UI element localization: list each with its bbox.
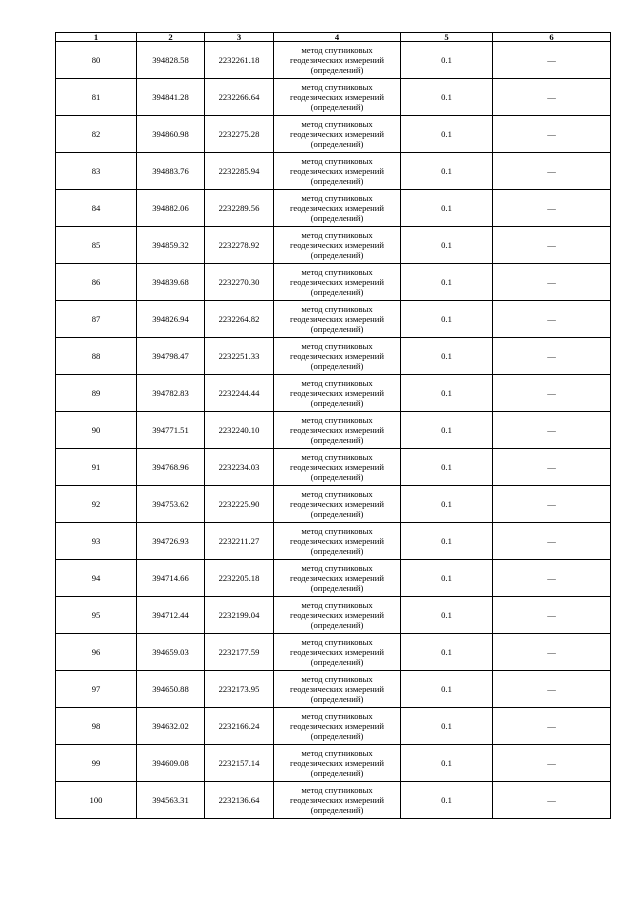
method-line: метод спутниковых xyxy=(301,748,373,758)
method-line: геодезических измерений xyxy=(290,203,384,213)
accuracy-cell: 0.1 xyxy=(401,375,493,412)
method-line: геодезических измерений xyxy=(290,610,384,620)
note-cell: — xyxy=(493,671,611,708)
x-coordinate-cell: 394841.28 xyxy=(137,79,205,116)
accuracy-cell: 0.1 xyxy=(401,782,493,819)
method-line: метод спутниковых xyxy=(301,674,373,684)
method-line: геодезических измерений xyxy=(290,92,384,102)
accuracy-cell: 0.1 xyxy=(401,227,493,264)
method-cell xyxy=(274,338,401,375)
method-line: геодезических измерений xyxy=(290,684,384,694)
header-col-2: 2 xyxy=(137,33,205,42)
method-cell xyxy=(274,116,401,153)
point-number-cell: 80 xyxy=(56,42,137,79)
method-cell xyxy=(274,449,401,486)
x-coordinate-cell: 394768.96 xyxy=(137,449,205,486)
method-cell xyxy=(274,708,401,745)
method-line: метод спутниковых xyxy=(301,637,373,647)
accuracy-cell: 0.1 xyxy=(401,560,493,597)
y-coordinate-cell: 2232136.64 xyxy=(205,782,274,819)
method-line: геодезических измерений xyxy=(290,462,384,472)
method-line: метод спутниковых xyxy=(301,82,373,92)
note-cell: — xyxy=(493,782,611,819)
x-coordinate-cell: 394883.76 xyxy=(137,153,205,190)
method-line: геодезических измерений xyxy=(290,55,384,65)
method-line: (определений) xyxy=(310,472,364,482)
y-coordinate-cell: 2232205.18 xyxy=(205,560,274,597)
method-line: (определений) xyxy=(310,620,364,630)
accuracy-cell: 0.1 xyxy=(401,338,493,375)
y-coordinate-cell: 2232166.24 xyxy=(205,708,274,745)
method-line: геодезических измерений xyxy=(290,795,384,805)
note-cell: — xyxy=(493,116,611,153)
method-line: метод спутниковых xyxy=(301,119,373,129)
accuracy-cell: 0.1 xyxy=(401,634,493,671)
x-coordinate-cell: 394828.58 xyxy=(137,42,205,79)
point-number-cell: 94 xyxy=(56,560,137,597)
note-cell: — xyxy=(493,153,611,190)
method-line: (определений) xyxy=(310,435,364,445)
y-coordinate-cell: 2232285.94 xyxy=(205,153,274,190)
x-coordinate-cell: 394859.32 xyxy=(137,227,205,264)
note-cell: — xyxy=(493,79,611,116)
y-coordinate-cell: 2232270.30 xyxy=(205,264,274,301)
table-row xyxy=(56,560,611,597)
method-line: геодезических измерений xyxy=(290,351,384,361)
note-cell: — xyxy=(493,301,611,338)
method-line: геодезических измерений xyxy=(290,129,384,139)
note-cell: — xyxy=(493,375,611,412)
method-line: (определений) xyxy=(310,731,364,741)
accuracy-cell: 0.1 xyxy=(401,523,493,560)
x-coordinate-cell: 394860.98 xyxy=(137,116,205,153)
method-line: (определений) xyxy=(310,546,364,556)
method-cell xyxy=(274,486,401,523)
method-line: геодезических измерений xyxy=(290,536,384,546)
method-line: геодезических измерений xyxy=(290,573,384,583)
method-line: (определений) xyxy=(310,102,364,112)
x-coordinate-cell: 394839.68 xyxy=(137,264,205,301)
method-line: метод спутниковых xyxy=(301,489,373,499)
method-line: (определений) xyxy=(310,176,364,186)
method-line: геодезических измерений xyxy=(290,499,384,509)
accuracy-cell: 0.1 xyxy=(401,412,493,449)
x-coordinate-cell: 394771.51 xyxy=(137,412,205,449)
method-line: метод спутниковых xyxy=(301,415,373,425)
point-number-cell: 97 xyxy=(56,671,137,708)
table-row xyxy=(56,671,611,708)
method-cell xyxy=(274,42,401,79)
table-row xyxy=(56,227,611,264)
table-row xyxy=(56,412,611,449)
accuracy-cell: 0.1 xyxy=(401,301,493,338)
header-col-5: 5 xyxy=(401,33,493,42)
method-line: метод спутниковых xyxy=(301,45,373,55)
method-line: геодезических измерений xyxy=(290,277,384,287)
note-cell: — xyxy=(493,449,611,486)
note-cell: — xyxy=(493,264,611,301)
method-line: метод спутниковых xyxy=(301,341,373,351)
header-col-1: 1 xyxy=(56,33,137,42)
x-coordinate-cell: 394826.94 xyxy=(137,301,205,338)
y-coordinate-cell: 2232240.10 xyxy=(205,412,274,449)
method-line: (определений) xyxy=(310,805,364,815)
point-number-cell: 98 xyxy=(56,708,137,745)
y-coordinate-cell: 2232157.14 xyxy=(205,745,274,782)
accuracy-cell: 0.1 xyxy=(401,116,493,153)
method-line: (определений) xyxy=(310,768,364,778)
header-col-3: 3 xyxy=(205,33,274,42)
method-cell xyxy=(274,190,401,227)
method-line: геодезических измерений xyxy=(290,388,384,398)
method-line: (определений) xyxy=(310,139,364,149)
y-coordinate-cell: 2232266.64 xyxy=(205,79,274,116)
point-number-cell: 99 xyxy=(56,745,137,782)
point-number-cell: 82 xyxy=(56,116,137,153)
accuracy-cell: 0.1 xyxy=(401,449,493,486)
note-cell: — xyxy=(493,486,611,523)
point-number-cell: 90 xyxy=(56,412,137,449)
method-cell xyxy=(274,671,401,708)
method-line: метод спутниковых xyxy=(301,785,373,795)
y-coordinate-cell: 2232177.59 xyxy=(205,634,274,671)
note-cell: — xyxy=(493,338,611,375)
table-row xyxy=(56,79,611,116)
x-coordinate-cell: 394753.62 xyxy=(137,486,205,523)
point-number-cell: 92 xyxy=(56,486,137,523)
y-coordinate-cell: 2232261.18 xyxy=(205,42,274,79)
accuracy-cell: 0.1 xyxy=(401,153,493,190)
method-line: (определений) xyxy=(310,65,364,75)
x-coordinate-cell: 394798.47 xyxy=(137,338,205,375)
method-cell xyxy=(274,782,401,819)
method-line: метод спутниковых xyxy=(301,230,373,240)
x-coordinate-cell: 394659.03 xyxy=(137,634,205,671)
note-cell: — xyxy=(493,190,611,227)
note-cell: — xyxy=(493,597,611,634)
method-line: метод спутниковых xyxy=(301,156,373,166)
method-line: геодезических измерений xyxy=(290,425,384,435)
note-cell: — xyxy=(493,412,611,449)
accuracy-cell: 0.1 xyxy=(401,597,493,634)
method-line: (определений) xyxy=(310,287,364,297)
method-cell xyxy=(274,560,401,597)
method-cell xyxy=(274,412,401,449)
table-row xyxy=(56,375,611,412)
x-coordinate-cell: 394609.08 xyxy=(137,745,205,782)
x-coordinate-cell: 394782.83 xyxy=(137,375,205,412)
table-row xyxy=(56,42,611,79)
method-line: метод спутниковых xyxy=(301,304,373,314)
note-cell: — xyxy=(493,745,611,782)
point-number-cell: 87 xyxy=(56,301,137,338)
header-row xyxy=(56,33,611,42)
method-line: геодезических измерений xyxy=(290,166,384,176)
point-number-cell: 91 xyxy=(56,449,137,486)
accuracy-cell: 0.1 xyxy=(401,190,493,227)
method-line: метод спутниковых xyxy=(301,711,373,721)
method-cell xyxy=(274,634,401,671)
method-line: метод спутниковых xyxy=(301,452,373,462)
note-cell: — xyxy=(493,42,611,79)
table-row xyxy=(56,116,611,153)
method-line: геодезических измерений xyxy=(290,314,384,324)
method-cell xyxy=(274,153,401,190)
accuracy-cell: 0.1 xyxy=(401,42,493,79)
point-number-cell: 93 xyxy=(56,523,137,560)
method-line: (определений) xyxy=(310,509,364,519)
x-coordinate-cell: 394650.88 xyxy=(137,671,205,708)
point-number-cell: 85 xyxy=(56,227,137,264)
table-row xyxy=(56,523,611,560)
table-row xyxy=(56,449,611,486)
method-cell xyxy=(274,523,401,560)
method-line: метод спутниковых xyxy=(301,378,373,388)
x-coordinate-cell: 394712.44 xyxy=(137,597,205,634)
table-header xyxy=(56,33,611,42)
point-number-cell: 89 xyxy=(56,375,137,412)
table-row xyxy=(56,153,611,190)
method-line: метод спутниковых xyxy=(301,526,373,536)
note-cell: — xyxy=(493,560,611,597)
y-coordinate-cell: 2232211.27 xyxy=(205,523,274,560)
method-line: (определений) xyxy=(310,694,364,704)
x-coordinate-cell: 394563.31 xyxy=(137,782,205,819)
table-row xyxy=(56,745,611,782)
x-coordinate-cell: 394726.93 xyxy=(137,523,205,560)
accuracy-cell: 0.1 xyxy=(401,671,493,708)
x-coordinate-cell: 394632.02 xyxy=(137,708,205,745)
table-row xyxy=(56,708,611,745)
y-coordinate-cell: 2232244.44 xyxy=(205,375,274,412)
note-cell: — xyxy=(493,523,611,560)
method-line: геодезических измерений xyxy=(290,721,384,731)
y-coordinate-cell: 2232278.92 xyxy=(205,227,274,264)
point-number-cell: 83 xyxy=(56,153,137,190)
x-coordinate-cell: 394882.06 xyxy=(137,190,205,227)
method-line: (определений) xyxy=(310,213,364,223)
point-number-cell: 100 xyxy=(56,782,137,819)
note-cell: — xyxy=(493,227,611,264)
method-line: метод спутниковых xyxy=(301,600,373,610)
point-number-cell: 86 xyxy=(56,264,137,301)
method-line: (определений) xyxy=(310,324,364,334)
method-line: метод спутниковых xyxy=(301,563,373,573)
method-line: метод спутниковых xyxy=(301,193,373,203)
table-row xyxy=(56,634,611,671)
y-coordinate-cell: 2232234.03 xyxy=(205,449,274,486)
table-row xyxy=(56,338,611,375)
y-coordinate-cell: 2232289.56 xyxy=(205,190,274,227)
point-number-cell: 81 xyxy=(56,79,137,116)
method-cell xyxy=(274,79,401,116)
note-cell: — xyxy=(493,634,611,671)
method-line: геодезических измерений xyxy=(290,240,384,250)
table-row xyxy=(56,264,611,301)
method-cell xyxy=(274,375,401,412)
table-row xyxy=(56,782,611,819)
accuracy-cell: 0.1 xyxy=(401,79,493,116)
method-line: (определений) xyxy=(310,250,364,260)
y-coordinate-cell: 2232199.04 xyxy=(205,597,274,634)
table-body xyxy=(56,42,611,819)
table-row xyxy=(56,301,611,338)
method-cell xyxy=(274,301,401,338)
y-coordinate-cell: 2232264.82 xyxy=(205,301,274,338)
y-coordinate-cell: 2232275.28 xyxy=(205,116,274,153)
accuracy-cell: 0.1 xyxy=(401,264,493,301)
accuracy-cell: 0.1 xyxy=(401,708,493,745)
method-cell xyxy=(274,264,401,301)
accuracy-cell: 0.1 xyxy=(401,745,493,782)
coordinates-table xyxy=(55,32,611,819)
method-line: (определений) xyxy=(310,657,364,667)
table-row xyxy=(56,597,611,634)
point-number-cell: 95 xyxy=(56,597,137,634)
point-number-cell: 84 xyxy=(56,190,137,227)
method-line: (определений) xyxy=(310,398,364,408)
header-col-6: 6 xyxy=(493,33,611,42)
x-coordinate-cell: 394714.66 xyxy=(137,560,205,597)
method-line: (определений) xyxy=(310,361,364,371)
method-cell xyxy=(274,745,401,782)
y-coordinate-cell: 2232173.95 xyxy=(205,671,274,708)
method-line: геодезических измерений xyxy=(290,647,384,657)
note-cell: — xyxy=(493,708,611,745)
header-col-4: 4 xyxy=(274,33,401,42)
method-line: метод спутниковых xyxy=(301,267,373,277)
table-row xyxy=(56,486,611,523)
y-coordinate-cell: 2232225.90 xyxy=(205,486,274,523)
method-line: (определений) xyxy=(310,583,364,593)
y-coordinate-cell: 2232251.33 xyxy=(205,338,274,375)
accuracy-cell: 0.1 xyxy=(401,486,493,523)
method-line: геодезических измерений xyxy=(290,758,384,768)
point-number-cell: 96 xyxy=(56,634,137,671)
method-cell xyxy=(274,227,401,264)
table-row xyxy=(56,190,611,227)
point-number-cell: 88 xyxy=(56,338,137,375)
method-cell xyxy=(274,597,401,634)
